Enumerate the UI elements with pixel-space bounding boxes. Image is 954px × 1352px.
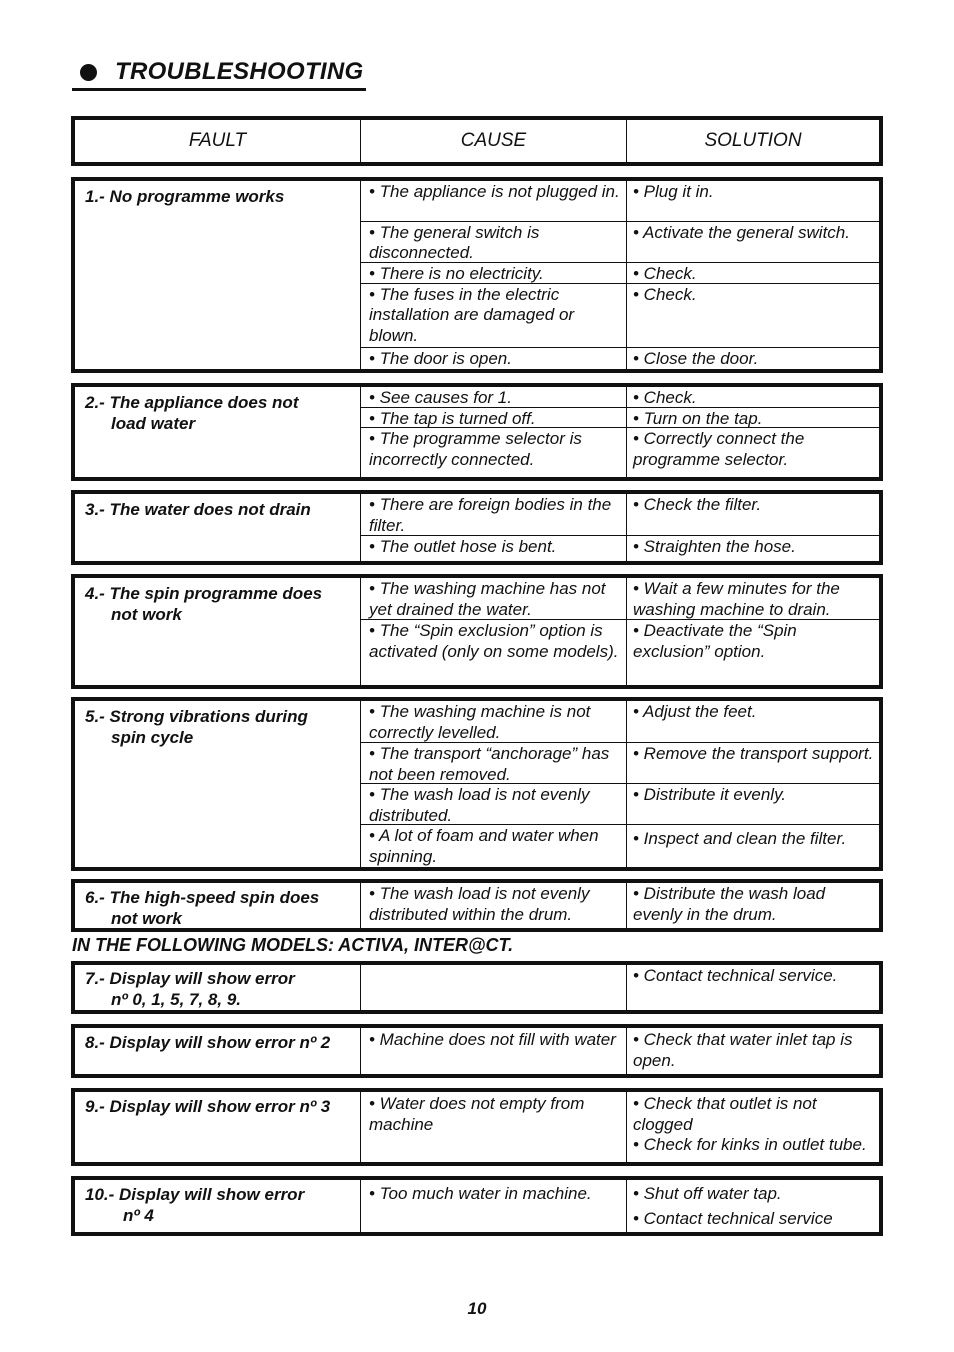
fault-label [75, 1180, 361, 1232]
fault-text: 3.- The water does not drain [85, 500, 311, 519]
table-row [361, 784, 879, 825]
cause-cell: • The tap is turned off. [361, 408, 627, 427]
fault-group-3 [71, 490, 883, 565]
solution-cell: • Activate the general switch. [633, 222, 850, 242]
fault-text-cont: spin cycle [111, 727, 194, 747]
fault-text-cont: load water [111, 413, 196, 433]
fault-label [75, 965, 361, 1010]
solution-cell: • Deactivate the “Spin exclusion” option. [633, 621, 797, 661]
solution-cell: • Wait a few minutes for the washing machine to drain. [633, 579, 840, 619]
table-row [361, 965, 879, 1010]
table-row [361, 825, 879, 867]
fault-label [75, 387, 361, 477]
table-row [361, 536, 879, 561]
fault-text: 2.- The appliance does not [85, 393, 299, 412]
cause-cell: • Machine does not fill with water [361, 1028, 627, 1074]
solution-cell [627, 1180, 879, 1232]
solution-cell: • Check. [633, 263, 697, 283]
table-row [361, 701, 879, 743]
cause-cell: • The door is open. [361, 348, 627, 370]
solution-cell [627, 1092, 879, 1162]
fault-rows [361, 181, 879, 369]
cause-cell [361, 965, 627, 1010]
cause-cell: • The appliance is not plugged in. [361, 181, 627, 221]
table-row [361, 181, 879, 222]
fault-label [75, 701, 361, 867]
fault-label [75, 1092, 361, 1162]
solution-cell: • Close the door. [633, 348, 759, 368]
fault-rows [361, 1028, 879, 1074]
table-row [361, 620, 879, 685]
fault-text: 9.- Display will show error nº 3 [85, 1097, 331, 1116]
cause-cell: • The washing machine is not correctly levelled. [361, 701, 627, 742]
fault-rows [361, 701, 879, 867]
cause-cell: • The fuses in the electric installation are damaged or blown. [361, 284, 627, 347]
table-row [361, 1092, 879, 1162]
fault-label [75, 1028, 361, 1074]
header-solution: SOLUTION [704, 130, 802, 151]
table-row [361, 883, 879, 928]
page-title-text: TROUBLESHOOTING [115, 58, 364, 85]
fault-group-6 [71, 879, 883, 932]
solution-cell: • Contact technical service. [633, 966, 838, 985]
fault-label [75, 494, 361, 561]
cause-cell: • Too much water in machine. [361, 1180, 627, 1232]
fault-rows [361, 387, 879, 477]
cause-cell: • See causes for 1. [361, 387, 627, 407]
table-row [361, 1180, 879, 1232]
cause-cell: • The “Spin exclusion” option is activated (only on some models). [361, 620, 627, 685]
bullet-icon [80, 64, 97, 81]
fault-text-cont: not work [111, 908, 182, 928]
solution-cell: • Check that water inlet tap is open. [633, 1030, 853, 1070]
fault-text: 4.- The spin programme does [85, 584, 323, 603]
fault-text-cont: nº 4 [123, 1205, 154, 1225]
cause-cell: • There is no electricity. [361, 263, 627, 283]
fault-group-1 [71, 177, 883, 373]
solution-line: • Shut off water tap. [633, 1184, 782, 1203]
solution-line: • Check for kinks in outlet tube. [633, 1135, 867, 1154]
table-row [361, 743, 879, 784]
fault-group-7 [71, 961, 883, 1014]
solution-line: • Contact technical service [633, 1208, 833, 1228]
solution-line: • Check that outlet is not clogged [633, 1094, 817, 1134]
solution-cell: • Plug it in. [633, 182, 714, 201]
fault-rows [361, 1092, 879, 1162]
fault-rows [361, 965, 879, 1010]
fault-group-9 [71, 1088, 883, 1166]
fault-group-4 [71, 574, 883, 689]
cause-cell: • The wash load is not evenly distributed. [361, 784, 627, 824]
solution-cell: • Straighten the hose. [633, 537, 796, 556]
table-row [361, 263, 879, 284]
fault-label [75, 578, 361, 685]
cause-cell: • There are foreign bodies in the filter. [361, 494, 627, 535]
fault-text-cont: nº 0, 1, 5, 7, 8, 9. [111, 989, 241, 1009]
table-row [361, 387, 879, 408]
solution-cell: • Check. [633, 284, 697, 304]
models-heading: IN THE FOLLOWING MODELS: ACTIVA, INTER@CT. [72, 935, 514, 955]
page-number: 10 [467, 1299, 487, 1318]
cause-cell: • The wash load is not evenly distributed within the drum. [361, 883, 627, 928]
header-cause: CAUSE [361, 120, 627, 162]
fault-group-8 [71, 1024, 883, 1078]
cause-cell: • A lot of foam and water when spinning. [361, 825, 627, 867]
fault-rows [361, 1180, 879, 1232]
fault-text: 8.- Display will show error nº 2 [85, 1033, 331, 1052]
table-row [361, 494, 879, 536]
solution-cell: • Check. [633, 388, 697, 407]
page-title [72, 56, 366, 91]
table-header [71, 116, 883, 166]
table-row [361, 348, 879, 370]
fault-rows [361, 494, 879, 561]
cause-cell: • Water does not empty from machine [361, 1092, 627, 1162]
table-row [361, 222, 879, 263]
fault-group-5 [71, 697, 883, 871]
fault-text-cont: not work [111, 604, 182, 624]
fault-text: 5.- Strong vibrations during [85, 707, 308, 726]
fault-text: 1.- No programme works [85, 187, 285, 206]
table-row [361, 1028, 879, 1074]
fault-group-10 [71, 1176, 883, 1236]
solution-cell: • Check the filter. [633, 495, 762, 514]
fault-group-2 [71, 383, 883, 481]
solution-cell: • Distribute it evenly. [633, 785, 787, 804]
header-fault: FAULT [75, 120, 361, 162]
fault-text: 10.- Display will show error [85, 1185, 305, 1204]
cause-cell: • The general switch is disconnected. [361, 222, 627, 262]
fault-label [75, 883, 361, 928]
cause-cell: • The outlet hose is bent. [361, 536, 627, 561]
fault-text: 6.- The high-speed spin does [85, 888, 320, 907]
cause-cell: • The transport “anchorage” has not been removed. [361, 743, 627, 783]
fault-text: 7.- Display will show error [85, 969, 295, 988]
fault-rows [361, 883, 879, 928]
solution-cell: • Distribute the wash load evenly in the drum. [633, 884, 826, 924]
fault-label [75, 181, 361, 369]
solution-cell: • Inspect and clean the filter. [633, 829, 847, 848]
solution-cell: • Adjust the feet. [633, 702, 757, 721]
table-row [361, 428, 879, 477]
table-row [361, 578, 879, 620]
table-row [361, 284, 879, 348]
table-row [361, 408, 879, 428]
solution-cell: • Turn on the tap. [633, 409, 763, 428]
cause-cell: • The washing machine has not yet drained the water. [361, 578, 627, 619]
fault-rows [361, 578, 879, 685]
cause-cell: • The programme selector is incorrectly connected. [361, 428, 627, 477]
solution-cell: • Remove the transport support. [633, 744, 874, 763]
solution-cell: • Correctly connect the programme selector. [633, 429, 805, 469]
